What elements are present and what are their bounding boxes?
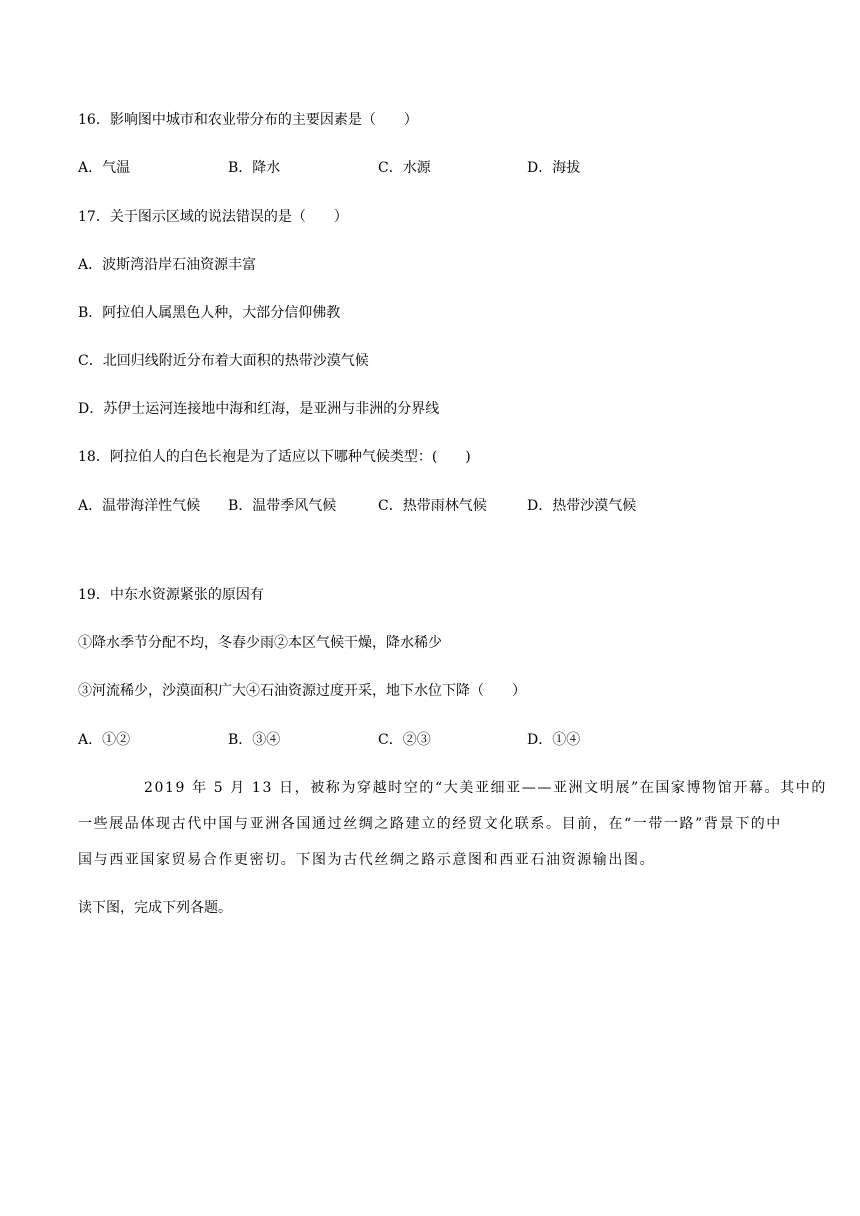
q18-option-d: D．热带沙漠气候 [527, 498, 637, 514]
q17-stem: 17．关于图示区域的说法错误的是（ ） [78, 209, 348, 225]
q19-option-c: C．②③ [378, 732, 431, 748]
q19-statement-line-2: ③河流稀少，沙漠面积广大④石油资源过度开采，地下水位下降（ ） [78, 683, 526, 699]
q18-option-a: A．温带海洋性气候 [78, 498, 201, 514]
q18-option-b: B．温带季风气候 [228, 498, 337, 514]
q17-option-d: D．苏伊士运河连接地中海和红海，是亚洲与非洲的分界线 [78, 401, 440, 417]
passage-line-2: 一些展品体现古代中国与亚洲各国通过丝绸之路建立的经贸文化联系。目前，在“一带一路”背景下的中 [78, 816, 782, 832]
passage-line-3: 国与西亚国家贸易合作更密切。下图为古代丝绸之路示意图和西亚石油资源输出图。 [78, 852, 656, 868]
q19-statement-line-1: ①降水季节分配不均，冬春少雨②本区气候干燥，降水稀少 [78, 635, 442, 651]
q18-stem: 18．阿拉伯人的白色长袍是为了适应以下哪种气候类型：( ) [78, 449, 471, 465]
q16-stem: 16．影响图中城市和农业带分布的主要因素是（ ） [78, 112, 418, 128]
q19-option-a: A．①② [78, 732, 131, 748]
q17-option-a: A．波斯湾沿岸石油资源丰富 [78, 257, 257, 273]
q18-option-c: C．热带雨林气候 [378, 498, 487, 514]
q19-option-b: B．③④ [228, 732, 281, 748]
q17-option-b: B．阿拉伯人属黑色人种，大部分信仰佛教 [78, 305, 341, 321]
passage-line-1: 2019 年 5 月 13 日，被称为穿越时空的“大美亚细亚——亚洲文明展”在国家博物馆开幕。其中的 [144, 780, 827, 796]
q16-option-a: A．气温 [78, 160, 131, 176]
passage-instruction: 读下图，完成下列各题。 [78, 900, 232, 916]
q19-option-d: D．①④ [527, 732, 581, 748]
q16-option-c: C．水源 [378, 160, 431, 176]
q17-option-c: C．北回归线附近分布着大面积的热带沙漠气候 [78, 353, 369, 369]
q16-option-b: B．降水 [228, 160, 281, 176]
q16-option-d: D．海拔 [527, 160, 581, 176]
q19-stem: 19．中东水资源紧张的原因有 [78, 587, 264, 603]
